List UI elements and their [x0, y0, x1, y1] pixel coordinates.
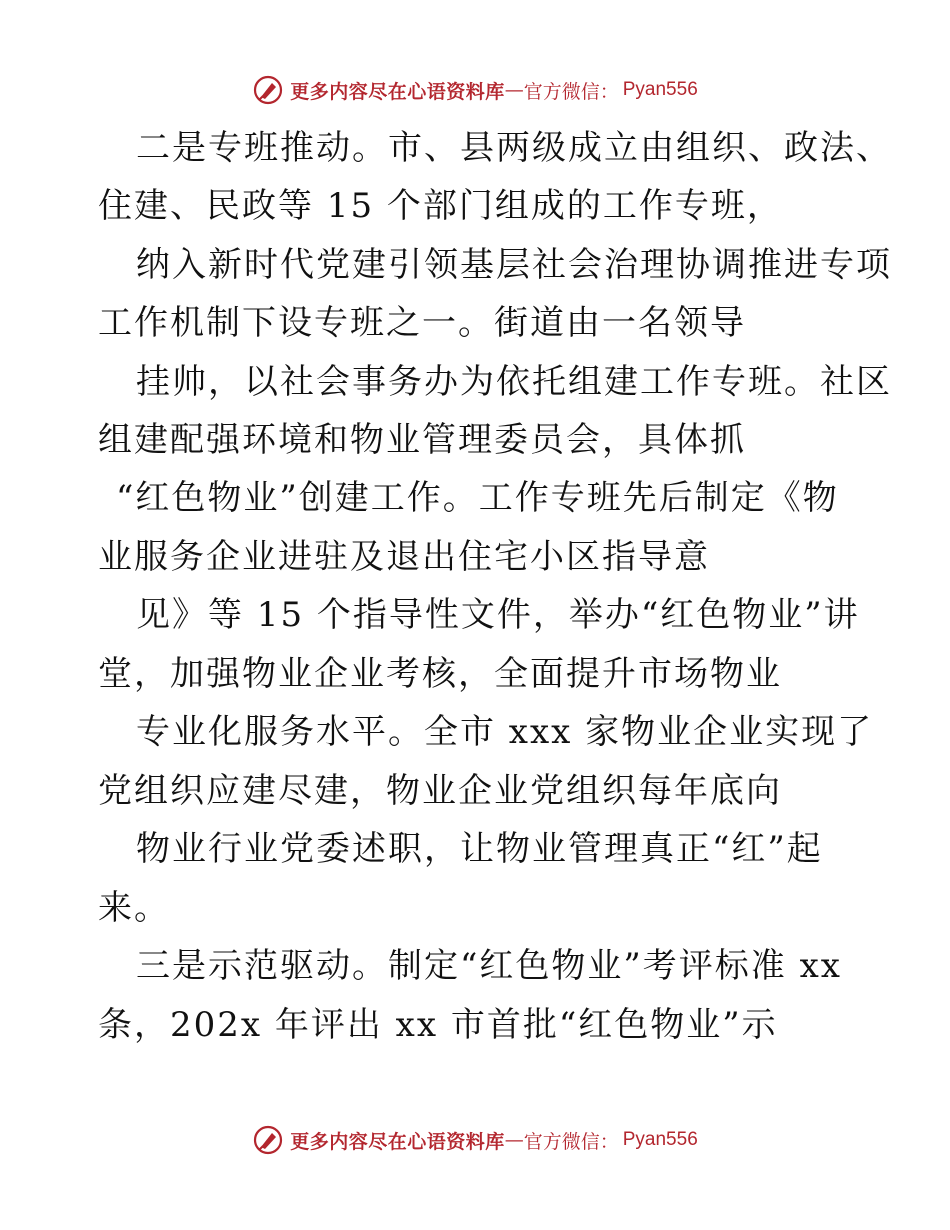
- header-banner-account-id: Pyan556: [622, 79, 698, 100]
- body-line: 二是专班推动。市、县两级成立由组织、政法、: [136, 128, 892, 168]
- body-line: 住建、民政等 15 个部门组成的工作专班，: [98, 186, 783, 226]
- footer-banner-separator: —: [504, 1129, 524, 1151]
- body-line: 党组织应建尽建，物业企业党组织每年底向: [98, 771, 782, 811]
- footer-banner-account-id: Pyan556: [622, 1129, 698, 1150]
- footer-banner-account-label: 官方微信：: [523, 1130, 619, 1153]
- body-line: 挂帅，以社会事务办为依托组建工作专班。社区: [136, 362, 892, 402]
- body-line: 组建配强环境和物业管理委员会，具体抓: [98, 420, 746, 460]
- header-banner-account-label: 官方微信：: [523, 80, 619, 103]
- header-banner-separator: —: [504, 79, 524, 101]
- body-line: 三是示范驱动。制定“红色物业”考评标准 xx: [136, 946, 842, 986]
- header-watermark-banner: [0, 70, 950, 110]
- footer-watermark-banner: [0, 1120, 950, 1160]
- body-line: 见》等 15 个指导性文件，举办“红色物业”讲: [136, 595, 860, 635]
- body-line: 来。: [98, 888, 170, 928]
- body-line: 业服务企业进驻及退出住宅小区指导意: [98, 537, 710, 577]
- body-line: 专业化服务水平。全市 xxx 家物业企业实现了: [136, 712, 874, 752]
- body-line: “红色物业”创建工作。工作专班先后制定《物: [116, 478, 839, 518]
- body-line: 堂，加强物业企业考核，全面提升市场物业: [98, 654, 782, 694]
- pen-nib-logo-icon: [252, 1124, 284, 1156]
- footer-banner-text: 更多内容尽在心语资料库: [290, 1130, 505, 1153]
- body-line: 物业行业党委述职，让物业管理真正“红”起: [136, 829, 823, 869]
- body-line: 工作机制下设专班之一。街道由一名领导: [98, 303, 746, 343]
- body-line: 纳入新时代党建引领基层社会治理协调推进专项: [136, 245, 892, 285]
- pen-nib-logo-icon: [252, 74, 284, 106]
- body-line: 条，202x 年评出 xx 市首批“红色物业”示: [98, 1005, 778, 1045]
- header-banner-text: 更多内容尽在心语资料库: [290, 80, 505, 103]
